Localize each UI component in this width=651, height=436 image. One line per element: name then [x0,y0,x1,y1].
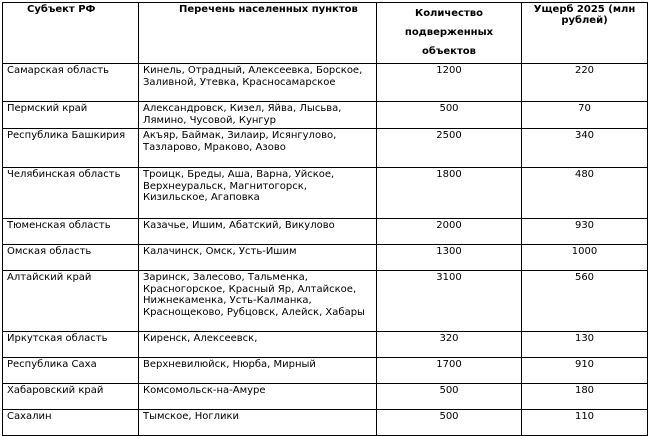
cell-count: 500 [377,102,522,129]
cell-places: Комсомольск-на-Амуре [139,384,377,410]
table-row [3,168,648,219]
cell-places: Верхневилюйск, Нюрба, Мирный [139,358,377,384]
table-row [3,332,648,358]
table-row [3,384,648,410]
cell-places: Акъяр, Баймак, Зилаир, Исянгулово, Тазларово, Мраково, Азово [139,129,377,168]
cell-count: 3100 [377,271,522,332]
cell-damage: 480 [522,168,648,219]
cell-places: Троицк, Бреды, Аша, Варна, Уйское, Верхнеуральск, Магнитогорск, Кизильское, Агаповка [139,168,377,219]
header-subject: Субъект РФ [3,3,139,64]
cell-damage: 560 [522,271,648,332]
cell-damage: 220 [522,64,648,102]
cell-count: 1700 [377,358,522,384]
cell-damage: 340 [522,129,648,168]
table-row [3,271,648,332]
cell-subject: Хабаровский край [3,384,139,410]
cell-subject: Челябинская область [3,168,139,219]
cell-places: Александровск, Кизел, Яйва, Лысьва, Лямино, Чусовой, Кунгур [139,102,377,129]
cell-subject: Омская область [3,245,139,271]
cell-subject: Республика Саха [3,358,139,384]
cell-damage: 180 [522,384,648,410]
cell-places: Тымское, Ноглики [139,410,377,436]
cell-count: 1300 [377,245,522,271]
cell-count: 320 [377,332,522,358]
cell-damage: 1000 [522,245,648,271]
cell-damage: 70 [522,102,648,129]
table-row [3,245,648,271]
header-count: Количество подверженных объектов [377,3,522,64]
cell-count: 500 [377,410,522,436]
cell-subject: Республика Башкирия [3,129,139,168]
cell-count: 2000 [377,219,522,245]
table-row [3,129,648,168]
header-places: Перечень населенных пунктов [139,3,377,64]
header-damage: Ущерб 2025 (млн рублей) [522,3,648,64]
cell-places: Калачинск, Омск, Усть-Ишим [139,245,377,271]
cell-damage: 130 [522,332,648,358]
cell-damage: 930 [522,219,648,245]
cell-count: 1200 [377,64,522,102]
cell-places: Казачье, Ишим, Абатский, Викулово [139,219,377,245]
cell-subject: Алтайский край [3,271,139,332]
cell-subject: Тюменская область [3,219,139,245]
cell-count: 1800 [377,168,522,219]
table-row [3,358,648,384]
cell-places: Заринск, Залесово, Тальменка, Красногорское, Красный Яр, Алтайское, Нижнекаменка, Усть-Калманка, Краснощеково, Рубцовск, Алейск, Хабары [139,271,377,332]
cell-damage: 910 [522,358,648,384]
cell-subject: Пермский край [3,102,139,129]
cell-subject: Иркутская область [3,332,139,358]
cell-subject: Сахалин [3,410,139,436]
table-row [3,102,648,129]
cell-subject: Самарская область [3,64,139,102]
flood-damage-table [2,2,648,436]
table-row [3,410,648,436]
cell-damage: 110 [522,410,648,436]
cell-count: 2500 [377,129,522,168]
table-header-row [3,3,648,64]
table-row [3,219,648,245]
cell-places: Киренск, Алексеевск, [139,332,377,358]
cell-count: 500 [377,384,522,410]
table-row [3,64,648,102]
cell-places: Кинель, Отрадный, Алексеевка, Борское, Заливной, Утевка, Красносамарское [139,64,377,102]
